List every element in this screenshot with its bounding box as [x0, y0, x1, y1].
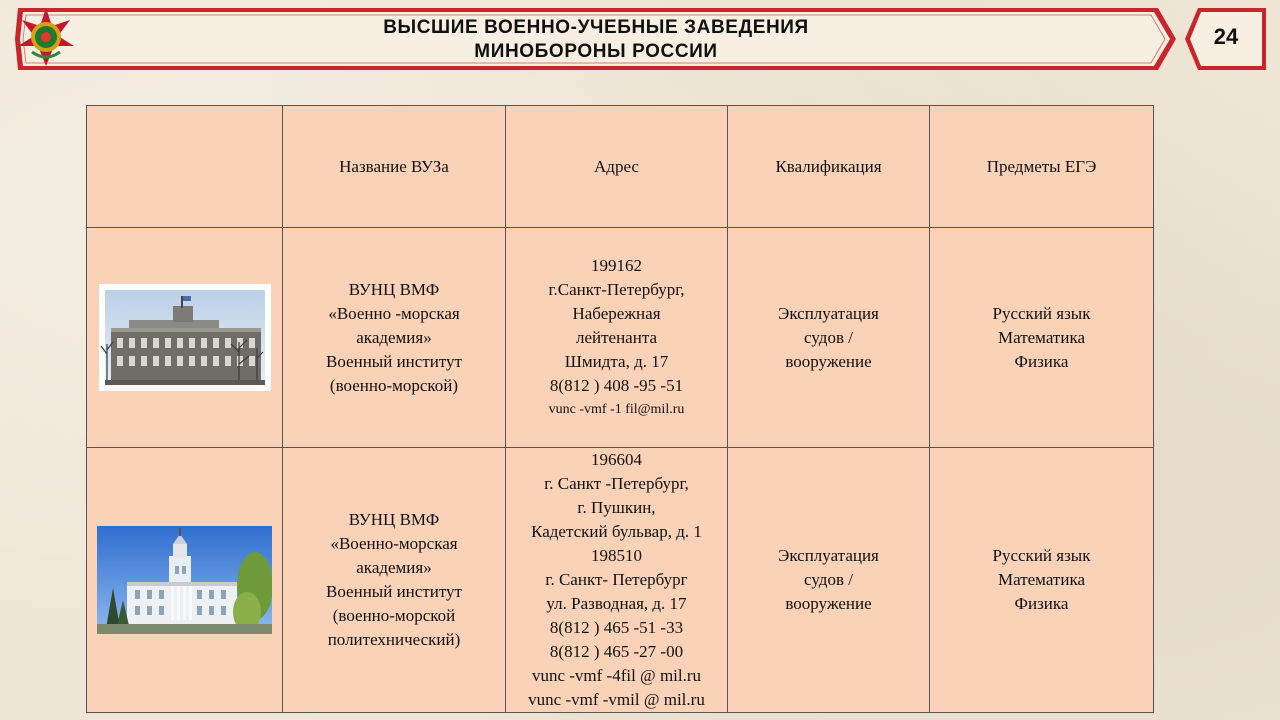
- photo-cell: [87, 448, 283, 713]
- name-line: ВУНЦ ВМФ: [348, 510, 440, 529]
- address-line: Кадетский бульвар, д. 1: [531, 522, 702, 541]
- photo-cell: [87, 228, 283, 448]
- header-cell-name: Название ВУЗа: [283, 106, 506, 228]
- qualification-line: Эксплуатация: [778, 303, 879, 323]
- name-line: (военно-морской): [329, 375, 459, 395]
- name-line: «Военно-морская: [330, 534, 458, 553]
- subject-line: Физика: [1014, 351, 1069, 371]
- address-line: 196604: [591, 450, 642, 469]
- address-line: Набережная: [572, 303, 661, 323]
- title-line-1: ВЫСШИЕ ВОЕННО-УЧЕБНЫЕ ЗАВЕДЕНИЯ: [383, 17, 809, 38]
- university-name-cell: [283, 448, 506, 713]
- phone-line: 8(812 ) 465 -51 -33: [549, 618, 684, 637]
- naval-institute-building-photo: [97, 526, 272, 634]
- name-line: академия»: [356, 327, 432, 347]
- name-line: академия»: [356, 558, 432, 577]
- subject-line: Русский язык: [992, 546, 1091, 565]
- title-banner: [14, 6, 1178, 72]
- qualification-line: судов /: [804, 327, 853, 347]
- header-cell-subjects: Предметы ЕГЭ: [930, 106, 1154, 228]
- subject-line: Русский язык: [992, 303, 1091, 323]
- name-line: политехнический): [327, 630, 461, 649]
- address-cell: [506, 228, 728, 448]
- subject-line: Математика: [997, 327, 1086, 347]
- address-cell: [506, 448, 728, 713]
- phone-line: 8(812 ) 465 -27 -00: [549, 642, 684, 661]
- page-number: 24: [1213, 24, 1239, 49]
- name-line: Военный институт: [326, 351, 462, 371]
- address-line: ул. Разводная, д. 17: [546, 594, 687, 613]
- exam-subjects-cell: [930, 228, 1154, 448]
- subject-line: Физика: [1014, 594, 1069, 613]
- qualification-line: вооружение: [785, 351, 872, 371]
- address-line: Шмидта, д. 17: [564, 351, 669, 371]
- header-cell-qualification: Квалификация: [728, 106, 930, 228]
- qualification-line: вооружение: [785, 594, 872, 613]
- address-line: г.Санкт-Петербург,: [548, 279, 685, 299]
- email-link[interactable]: vunc -vmf -4fil @ mil.ru: [531, 666, 702, 685]
- address-line: лейтенанта: [575, 327, 658, 347]
- qualification-cell: [728, 448, 930, 713]
- title-line-2: МИНОБОРОНЫ РОССИИ: [474, 41, 718, 62]
- page-title: [14, 16, 1178, 64]
- address-line: 198510: [591, 546, 642, 565]
- address-line: г. Пушкин,: [577, 498, 656, 517]
- name-line: «Военно -морская: [328, 303, 460, 323]
- university-name-cell: [283, 228, 506, 448]
- exam-subjects-cell: [930, 448, 1154, 713]
- email-link[interactable]: vunc -vmf -1 fil@mil.ru: [548, 401, 685, 417]
- address-line: г. Санкт -Петербург,: [544, 474, 689, 493]
- address-line: г. Санкт- Петербург: [545, 570, 688, 589]
- phone-line: 8(812 ) 408 -95 -51: [549, 375, 684, 395]
- page-number-box: [1184, 6, 1268, 72]
- name-line: (военно-морской: [332, 606, 456, 625]
- qualification-line: Эксплуатация: [778, 546, 879, 565]
- email-link[interactable]: vunc -vmf -vmil @ mil.ru: [528, 690, 705, 709]
- subject-line: Математика: [997, 570, 1086, 589]
- header-cell-address: Адрес: [506, 106, 728, 228]
- address-line: 199162: [591, 255, 642, 275]
- name-line: Военный институт: [326, 582, 462, 601]
- table-header-row: [87, 106, 1154, 228]
- naval-academy-building-photo: [99, 284, 271, 391]
- header-cell-image: [87, 106, 283, 228]
- name-line: ВУНЦ ВМФ: [348, 279, 440, 299]
- qualification-line: судов /: [804, 570, 853, 589]
- table-row: [87, 228, 1154, 448]
- table-row: [87, 448, 1154, 713]
- universities-table: [86, 105, 1154, 713]
- qualification-cell: [728, 228, 930, 448]
